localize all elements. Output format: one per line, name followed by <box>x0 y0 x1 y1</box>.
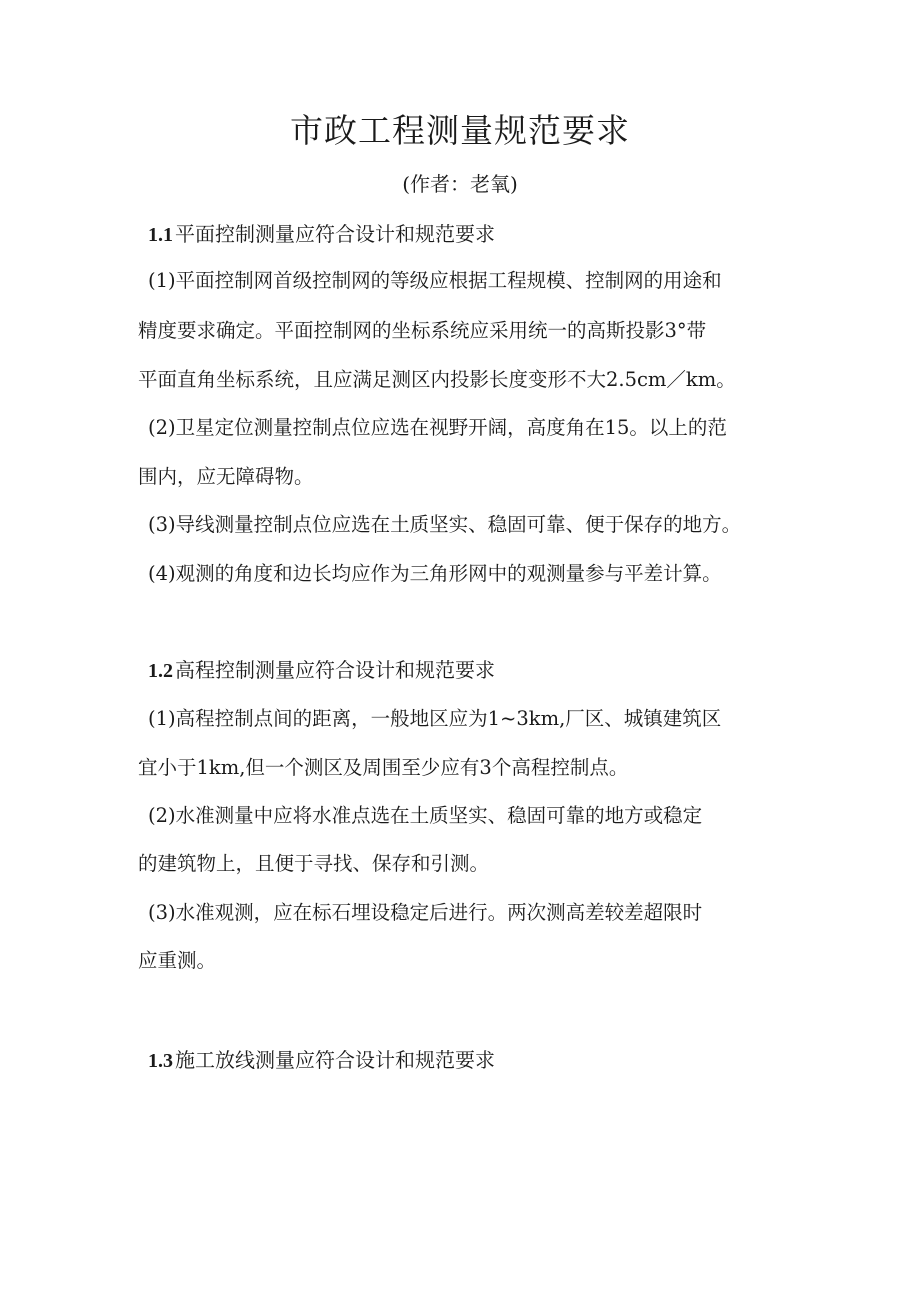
paragraph-line: (3)导线测量控制点位应选在土质坚实、稳固可靠、便于保存的地方。 <box>148 513 742 536</box>
section-heading-1-3 <box>148 1046 495 1075</box>
document-author: (作者：老氧) <box>402 172 518 196</box>
paragraph-line: (1)高程控制点间的距离，一般地区应为1~3km,厂区、城镇建筑区 <box>148 707 722 730</box>
paragraph-line: 围内，应无障碍物。 <box>138 465 314 488</box>
paragraph-line: (1)平面控制网首级控制网的等级应根据工程规模、控制网的用途和 <box>148 269 722 292</box>
paragraph-line: 平面直角坐标系统，且应满足测区内投影长度变形不大2.5cm／km。 <box>138 368 736 391</box>
section-number: 1.2 <box>148 660 173 682</box>
paragraph-line: (3)水准观测，应在标石埋设稳定后进行。两次测高差较差超限时 <box>148 901 703 924</box>
section-heading-text: 平面控制测量应符合设计和规范要求 <box>175 222 495 246</box>
paragraph-line: 精度要求确定。平面控制网的坐标系统应采用统一的高斯投影3°带 <box>138 319 707 342</box>
paragraph-line: 应重测。 <box>138 949 217 972</box>
section-number: 1.1 <box>148 224 173 246</box>
paragraph-line: (4)观测的角度和边长均应作为三角形网中的观测量参与平差计算。 <box>148 562 722 585</box>
paragraph-line: (2)卫星定位测量控制点位应选在视野开阔，高度角在15。以上的范 <box>148 416 727 439</box>
section-heading-1-1 <box>148 220 495 249</box>
document-title: 市政工程测量规范要求 <box>290 111 630 150</box>
section-heading-1-2 <box>148 656 495 685</box>
section-heading-text: 施工放线测量应符合设计和规范要求 <box>175 1048 495 1072</box>
paragraph-line: (2)水准测量中应将水准点选在土质坚实、稳固可靠的地方或稳定 <box>148 804 703 827</box>
section-heading-text: 高程控制测量应符合设计和规范要求 <box>175 658 495 682</box>
paragraph-line: 的建筑物上，且便于寻找、保存和引测。 <box>138 852 490 875</box>
paragraph-line: 宜小于1km,但一个测区及周围至少应有3个高程控制点。 <box>138 756 629 779</box>
section-number: 1.3 <box>148 1050 173 1072</box>
